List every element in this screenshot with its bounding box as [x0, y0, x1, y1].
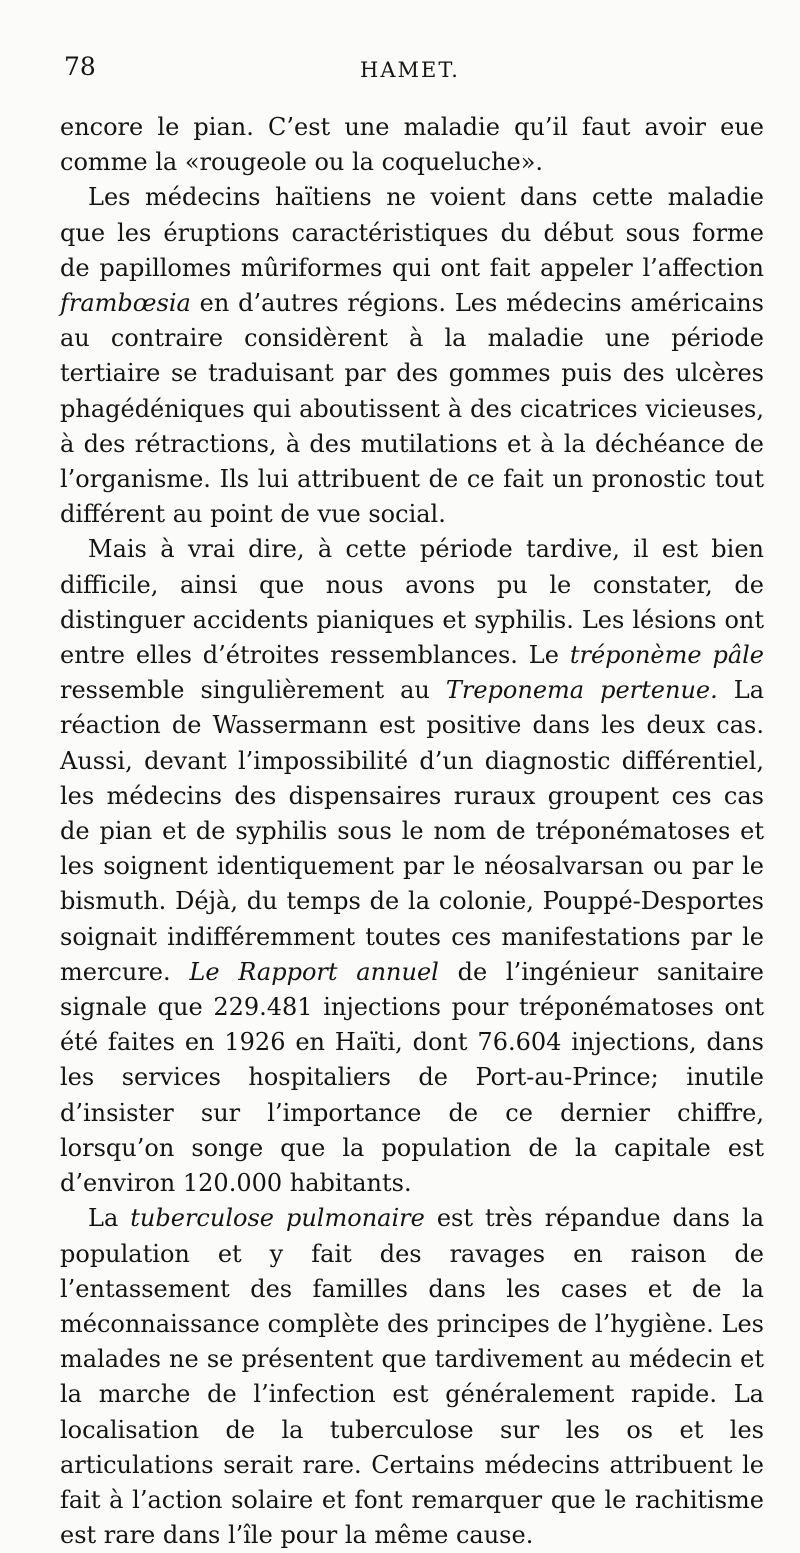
paragraph-4: La tuberculose pulmonaire est très répandue dans la population et y fait des ravages en raison de l’entassement des familles dans les cases et de la méconnaissance complète des principes de l’hygiène. Les malades ne se présentent que tardivement au médecin et la marche de l’infection est généralement rapide. La localisation de la tuberculose sur les os et les articulations serait rare. Certains médecins attribuent le fait à l’action solaire et font remarquer que le rachitisme est rare dans l’île pour la même cause.	[60, 1204, 765, 1550]
page-number: 78	[64, 52, 96, 81]
running-head: HAMET.	[360, 58, 460, 82]
paragraph-2: Les médecins haïtiens ne voient dans cette maladie que les éruptions caractéristiques du début sous forme de papillomes mûriformes qui ont fait appeler l’affection frambœsia en d’autres régions. Les médecins américains au contraire considèrent à la maladie une période tertiaire se traduisant par des gommes puis des ulcères phagédéniques qui aboutissent à des cicatrices vicieuses, à des rétractions, à des mutilations et à la déchéance de l’organisme. Ils lui attribuent de ce fait un pronostic tout différent au point de vue social.	[60, 183, 764, 529]
paragraph-1: encore le pian. C’est une maladie qu’il faut avoir eue comme la «rougeole ou la coqueluche».	[60, 113, 764, 177]
page-header	[60, 52, 760, 92]
italic-title: Le Rapport annuel	[189, 957, 439, 986]
italic-term: Treponema pertenue.	[445, 676, 718, 705]
body-text	[60, 110, 764, 1553]
italic-term: frambœsia	[60, 289, 191, 318]
paragraph-3: Mais à vrai dire, à cette période tardive, il est bien difficile, ainsi que nous avons pu le constater, de distinguer accidents pianiques et syphilis. Les lésions ont entre elles d’étroites ressemblances. Le tréponème pâle ressemble singulièrement au Treponema pertenue. La réaction de Wassermann est positive dans les deux cas. Aussi, devant l’impossibilité d’un diagnostic différentiel, les médecins des dispensaires ruraux groupent ces cas de pian et de syphilis sous le nom de tréponématoses et les soignent identiquement par le néosalvarsan ou par le bismuth. Déjà, du temps de la colonie, Pouppé-Desportes soignait indifféremment toutes ces manifestations par le mercure. Le Rapport annuel de l’ingénieur sanitaire signale que 229.481 injections pour tréponématoses ont été faites en 1926 en Haïti, dont 76.604 injections, dans les services hospitaliers de Port-au-Prince; inutile d’insister sur l’importance de ce dernier chiffre, lorsqu’on songe que la population de la capitale est d’environ 120.000 habitants.	[60, 535, 765, 1198]
italic-term: tréponème pâle	[569, 641, 765, 670]
italic-term: tuberculose pulmonaire	[130, 1204, 425, 1233]
